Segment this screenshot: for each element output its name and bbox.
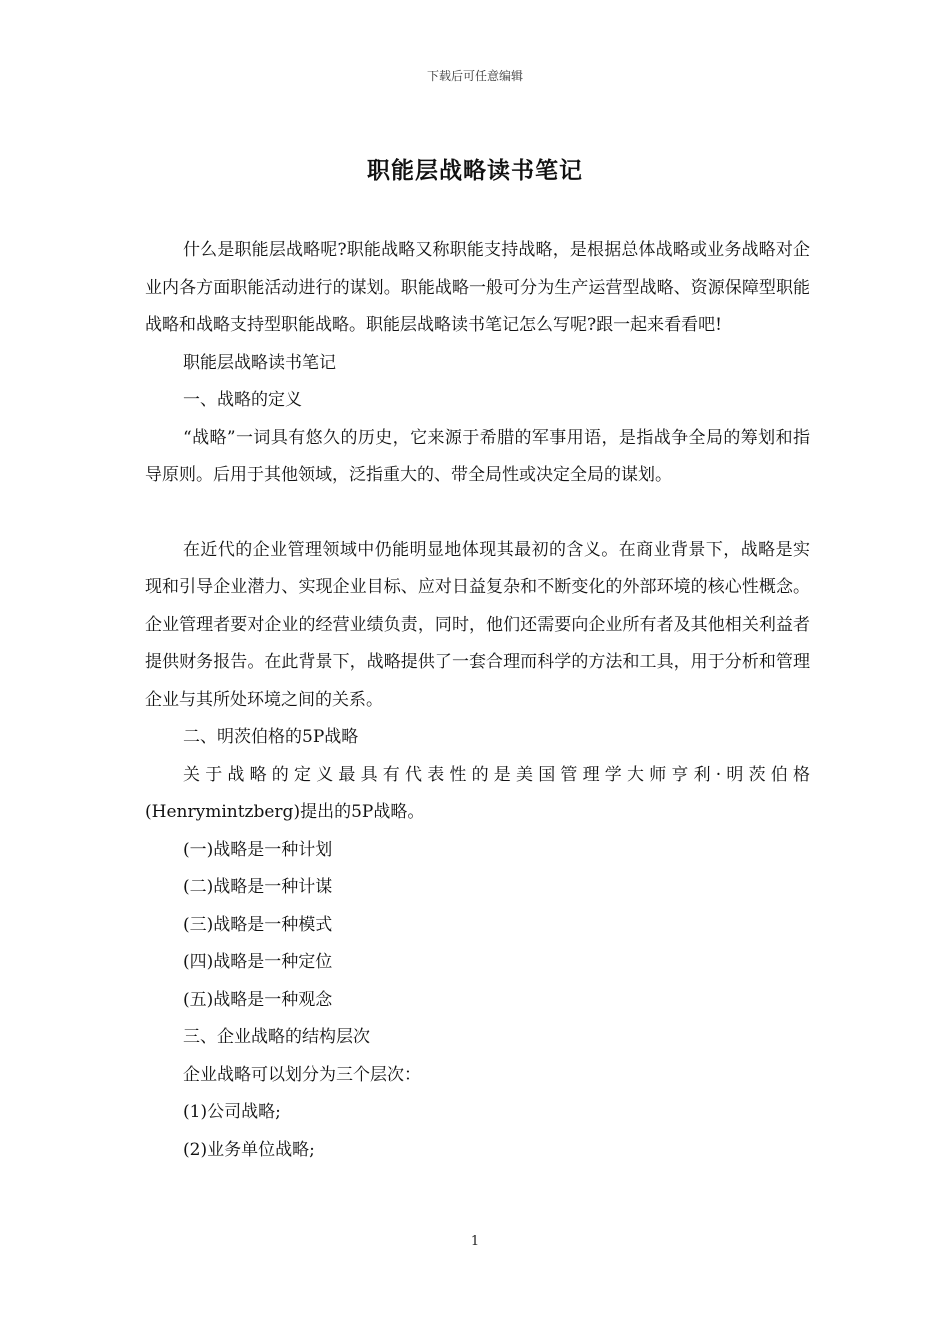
list-item: (二)战略是一种计谋 (183, 877, 333, 897)
list-item: (1)公司战略; (183, 1102, 281, 1122)
intro-paragraph: 什么是职能层战略呢?职能战略又称职能支持战略，是根据总体战略或业务战略对企业内各方面职能活动进行的谋划。职能战略一般可分为生产运营型战略、资源保障型职能战略和战略支持型职能战略。职能层战略读书笔记怎么写呢?跟一起来看看吧! (145, 240, 810, 335)
body-paragraph: 关于战略的定义最具有代表性的是美国管理学大师亨利·明茨伯格(Henrymintzberg)提出的5P战略。 (145, 764, 810, 822)
section-heading: 三、企业战略的结构层次 (183, 1027, 370, 1047)
page-header: 下载后可任意编辑 (426, 69, 523, 83)
list-item: (2)业务单位战略; (183, 1139, 315, 1160)
section-heading: 职能层战略读书笔记 (183, 352, 336, 373)
section-heading: 二、明茨伯格的5P战略 (183, 727, 359, 747)
body-paragraph: “战略”一词具有悠久的历史，它来源于希腊的军事用语，是指战争全局的筹划和指导原则。后用于其他领域，泛指重大的、带全局性或决定全局的谋划。 (145, 427, 810, 485)
page-number: 1 (470, 1234, 480, 1249)
document-title: 职能层战略读书笔记 (367, 157, 583, 184)
list-item: (五)战略是一种观念 (183, 989, 333, 1010)
document-body (145, 232, 810, 1169)
body-paragraph: 在近代的企业管理领域中仍能明显地体现其最初的含义。在商业背景下，战略是实现和引导企业潜力、实现企业目标、应对日益复杂和不断变化的外部环境的核心性概念。企业管理者要对企业的经营业绩负责，同时，他们还需要向企业所有者及其他相关利益者提供财务报告。在此背景下，战略提供了一套合理而科学的方法和工具，用于分析和管理企业与其所处环境之间的关系。 (145, 539, 810, 710)
list-item: (三)战略是一种模式 (183, 914, 333, 935)
body-paragraph: 企业战略可以划分为三个层次： (183, 1064, 421, 1085)
section-heading: 一、战略的定义 (183, 390, 302, 410)
list-item: (一)战略是一种计划 (183, 839, 333, 860)
list-item: (四)战略是一种定位 (183, 952, 333, 972)
